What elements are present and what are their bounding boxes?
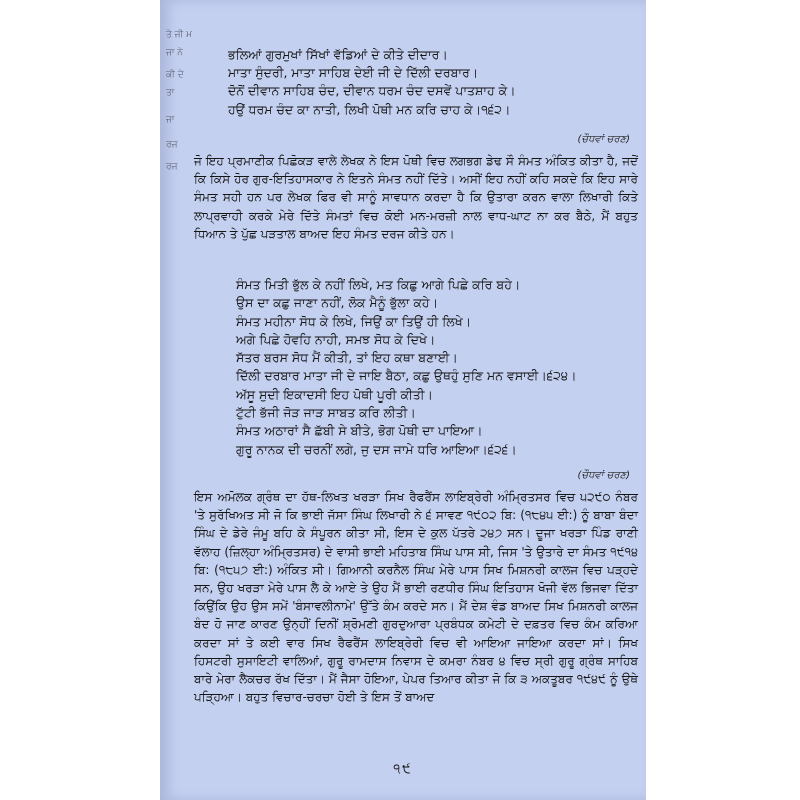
verse-line: ਹਉਂ ਧਰਮ ਚੰਦ ਕਾ ਨਾਤੀ, ਲਿਖੀ ਪੋਥੀ ਮਨ ਕਰਿ ਚਾਹ ਕੇ।੧੬੨। [228,101,511,117]
prose-paragraph-2 [194,488,638,706]
verse-line: ਟੁੱਟੀ ਭੱਜੀ ਜੋੜ ਜਾੜ ਸਾਬਤ ਕਰਿ ਲੀਤੀ। [236,405,416,421]
verse-line: ਦੋਨੋਂ ਦੀਵਾਨ ਸਾਹਿਬ ਚੰਦ, ਦੀਵਾਨ ਧਰਮ ਚੰਦ ਦਸਵੇਂ ਪਾਤਸ਼ਾਹ ਕੇ। [228,83,516,99]
verse-line: ਸੰਮਤ ਮਹੀਨਾ ਸੋਧ ਕੇ ਲਿਖੇ, ਜਿਉਂ ਕਾ ਤਿਉਂ ਹੀ ਲਿਖੇ। [236,313,472,329]
margin-mark: ਤੇ ਜੀ ਮ [166,30,192,40]
margin-mark: ਜਾ ਨੇ [166,48,183,58]
stanza-label: (ਚੌਧਵਾਂ ਚਰਣ) [577,470,630,481]
verse-block-2 [236,276,636,459]
stanza-label: (ਚੌਧਵਾਂ ਚਰਣ) [577,134,630,145]
margin-mark: ਰਜ [166,140,178,150]
verse-line: ਮਾਤਾ ਸੁੰਦਰੀ, ਮਾਤਾ ਸਾਹਿਬ ਦੇਈ ਜੀ ਦੇ ਦਿੱਲੀ ਦਰਬਾਰ। [228,65,479,81]
verse-line: ਭਲਿਆਂ ਗੁਰਮੁਖਾਂ ਸਿੱਖਾਂ ਵੱਡਿਆਂ ਦੇ ਕੀਤੇ ਦੀਦਾਰ। [228,47,448,62]
prose-paragraph-1 [194,152,638,243]
verse-line: ਉਸ ਦਾ ਕਛੁ ਜਾਣਾ ਨਹੀਂ, ਲੋਕ ਮੈਨੂੰ ਭੁੱਲਾ ਕਹੇ। [236,295,439,311]
verse-line: ਸੰਮਤ ਅਠਾਰਾਂ ਸੈ ਛੱਬੀ ਸੇ ਬੀਤੇ, ਭੋਗ ਪੋਥੀ ਦਾ ਪਾਇਆ। [236,423,483,439]
margin-mark: ਕੀ ਦੇ [166,70,184,80]
verse-line: ਅੱਸੂ ਸੁਦੀ ਇਕਾਦਸੀ ਇਹ ਪੋਥੀ ਪੂਰੀ ਕੀਤੀ। [236,386,433,402]
verse-line: ਸੱਤਰ ਬਰਸ ਸੋਧ ਮੈਂ ਕੀਤੀ, ਤਾਂ ਇਹ ਕਥਾ ਬਣਾਈ। [236,350,458,366]
margin-mark: ਤਾ [166,88,175,98]
margin-mark: ਜਾ [166,115,175,125]
verse-line: ਅਗੇ ਪਿਛੇ ਹੋਵਹਿ ਨਾਹੀ, ਸਮਝ ਸੋਧ ਕੇ ਦਿਖੇ। [236,331,436,347]
paragraph-text: ਇਸ ਅਮੋਲਕ ਗ੍ਰੰਥ ਦਾ ਹੱਥ-ਲਿਖਤ ਖਰੜਾ ਸਿਖ ਰੈਫਰੈਂਸ ਲਾਇਬ੍ਰੇਰੀ ਅੰਮ੍ਰਿਤਸਰ ਵਿਚ ੫੨੯੦ ਨੰਬਰ 'ਤੇ ਸੁਰੱਖਿਅਤ ਸੀ ਜੋ ਕਿ ਭਾਈ ਜੱਸਾ ਸਿੰਘ ਲਿਖਾਰੀ ਨੇ ੬ ਸਾਵਣ ੧੯੦੨ ਬਿ: (੧੮੪੫ ਈ:) ਨੂੰ ਬਾਬਾ ਬੰਦਾ ਸਿੰਘ ਦੇ ਡੇਰੇ ਜੰਮੂ ਬਹਿ ਕੇ ਸੰਪੂਰਨ ਕੀਤਾ ਸੀ, ਇਸ ਦੇ ਕੁਲ ਪੱਤਰੇ ੨੪੭ ਸਨ। ਦੂਜਾ ਖਰੜਾ ਪਿੰਡ ਰਾਣੀ ਵੱਲਾਹ (ਜ਼ਿਲ੍ਹਾ ਅੰਮ੍ਰਿਤਸਰ) ਦੇ ਵਾਸੀ ਭਾਈ ਮਹਿਤਾਬ ਸਿੰਘ ਪਾਸ ਸੀ, ਜਿਸ 'ਤੇ ਉਤਾਰੇ ਦਾ ਸੰਮਤ ੧੯੧੪ ਬਿ: (੧੮੫੭ ਈ:) ਅੰਕਿਤ ਸੀ। ਗਿਆਨੀ ਕਰਨੈਲ ਸਿੰਘ ਮੇਰੇ ਪਾਸ ਸਿਖ ਮਿਸ਼ਨਰੀ ਕਾਲਜ ਵਿਚ ਪੜ੍ਹਦੇ ਸਨ, ਉਹ ਖਰੜਾ ਮੇਰੇ ਪਾਸ ਲੈ ਕੇ ਆਏ ਤੇ ਉਹ ਮੈਂ ਭਾਈ ਰਣਧੀਰ ਸਿੰਘ ਇਤਿਹਾਸ ਖੋਜੀ ਵੱਲ ਭਿਜਵਾ ਦਿੱਤਾ ਕਿਉਂਕਿ ਉਹ ਉਸ ਸਮੇਂ 'ਬੰਸਾਵਲੀਨਾਮੇ' ਉੱਤੇ ਕੰਮ ਕਰਦੇ ਸਨ। ਮੈਂ ਦੇਸ਼ ਵੰਡ ਬਾਅਦ ਸਿਖ ਮਿਸ਼ਨਰੀ ਕਾਲਜ ਬੰਦ ਹੋ ਜਾਣ ਕਾਰਣ ਉਨ੍ਹੀਂ ਦਿਨੀਂ ਸ਼੍ਰੋਮਣੀ ਗੁਰਦੁਆਰਾ ਪ੍ਰਬੰਧਕ ਕਮੇਟੀ ਦੇ ਦਫ਼ਤਰ ਵਿਚ ਕੰਮ ਕਰਿਆ ਕਰਦਾ ਸਾਂ ਤੇ ਕਈ ਵਾਰ ਸਿਖ ਰੈਫਰੈਂਸ ਲਾਇਬ੍ਰੇਰੀ ਵਿਚ ਵੀ ਆਇਆ ਜਾਇਆ ਕਰਦਾ ਸਾਂ। ਸਿਖ ਹਿਸਟਰੀ ਸੁਸਾਇਟੀ ਵਾਲਿਆਂ, ਗੁਰੂ ਰਾਮਦਾਸ ਨਿਵਾਸ ਦੇ ਕਮਰਾ ਨੰਬਰ ੪ ਵਿਚ ਸ੍ਰੀ ਗੁਰੂ ਗ੍ਰੰਥ ਸਾਹਿਬ ਬਾਰੇ ਮੇਰਾ ਲੈਕਚਰ ਰੱਖ ਦਿੱਤਾ। ਮੈਂ ਜੈਸਾ ਹੋਇਆ, ਪੇਪਰ ਤਿਆਰ ਕੀਤਾ ਜੋ ਕਿ ੩ ਅਕਤੂਬਰ ੧੯੪੯ ਨੂੰ ਉਥੇ ਪੜ੍ਹਿਆ। ਬਹੁਤ ਵਿਚਾਰ-ਚਰਚਾ ਹੋਈ ਤੇ ਇਸ ਤੋਂ ਬਾਅਦ [194,490,638,705]
verse-line: ਦਿੱਲੀ ਦਰਬਾਰ ਮਾਤਾ ਜੀ ਦੇ ਜਾਇ ਬੈਠਾ, ਕਛੁ ਉਥਹੁੰ ਸੁਣਿ ਮਨ ਵਸਾਈ।੬੨੪। [236,368,577,384]
page-number: ੧੯ [393,762,413,777]
paragraph-text: ਜੋ ਇਹ ਪ੍ਰਮਾਣੀਕ ਪਿਛੋਕੜ ਵਾਲੇ ਲੇਖਕ ਨੇ ਇਸ ਪੋਥੀ ਵਿਚ ਲਗਭਗ ਡੇਢ ਸੌ ਸੰਮਤ ਅੰਕਿਤ ਕੀਤਾ ਹੈ, ਜਦੋਂ ਕਿ ਕਿਸੇ ਹੋਰ ਗੁਰ-ਇਤਿਹਾਸਕਾਰ ਨੇ ਇਤਨੇ ਸੰਮਤ ਨਹੀਂ ਦਿੱਤੇ। ਅਸੀਂ ਇਹ ਨਹੀਂ ਕਹਿ ਸਕਦੇ ਕਿ ਇਹ ਸਾਰੇ ਸੰਮਤ ਸਹੀ ਹਨ ਪਰ ਲੇਖਕ ਫਿਰ ਵੀ ਸਾਨੂੰ ਸਾਵਧਾਨ ਕਰਦਾ ਹੈ ਕਿ ਉਤਾਰਾ ਕਰਨ ਵਾਲਾ ਲਿਖਾਰੀ ਕਿਤੇ ਲਾਪ੍ਰਵਾਹੀ ਕਰਕੇ ਮੇਰੇ ਦਿੱਤੇ ਸੰਮਤਾਂ ਵਿਚ ਕੋਈ ਮਨ-ਮਰਜ਼ੀ ਨਾਲ ਵਾਧ-ਘਾਟ ਨਾ ਕਰ ਬੈਠੇ, ਮੈਂ ਬਹੁਤ ਧਿਆਨ ਤੇ ਪੁੱਛ ਪੜਤਾਲ ਬਾਅਦ ਇਹ ਸੰਮਤ ਦਰਜ ਕੀਤੇ ਹਨ। [194,154,638,241]
book-page [160,0,646,800]
verse-line: ਸੰਮਤ ਮਿਤੀ ਭੁੱਲ ਕੇ ਨਹੀਂ ਲਿਖੇ, ਮਤ ਕਿਛੁ ਆਗੇ ਪਿਛੇ ਕਰਿ ਬਹੇ। [236,277,521,292]
margin-mark: ਰਜ [166,162,178,172]
verse-line: ਗੁਰੂ ਨਾਨਕ ਦੀ ਚਰਨੀਂ ਲਗੇ, ਜੁ ਦਸ ਜਾਮੇ ਧਰਿ ਆਇਆ।੬੨੬। [236,441,517,457]
verse-block-1 [228,46,638,119]
